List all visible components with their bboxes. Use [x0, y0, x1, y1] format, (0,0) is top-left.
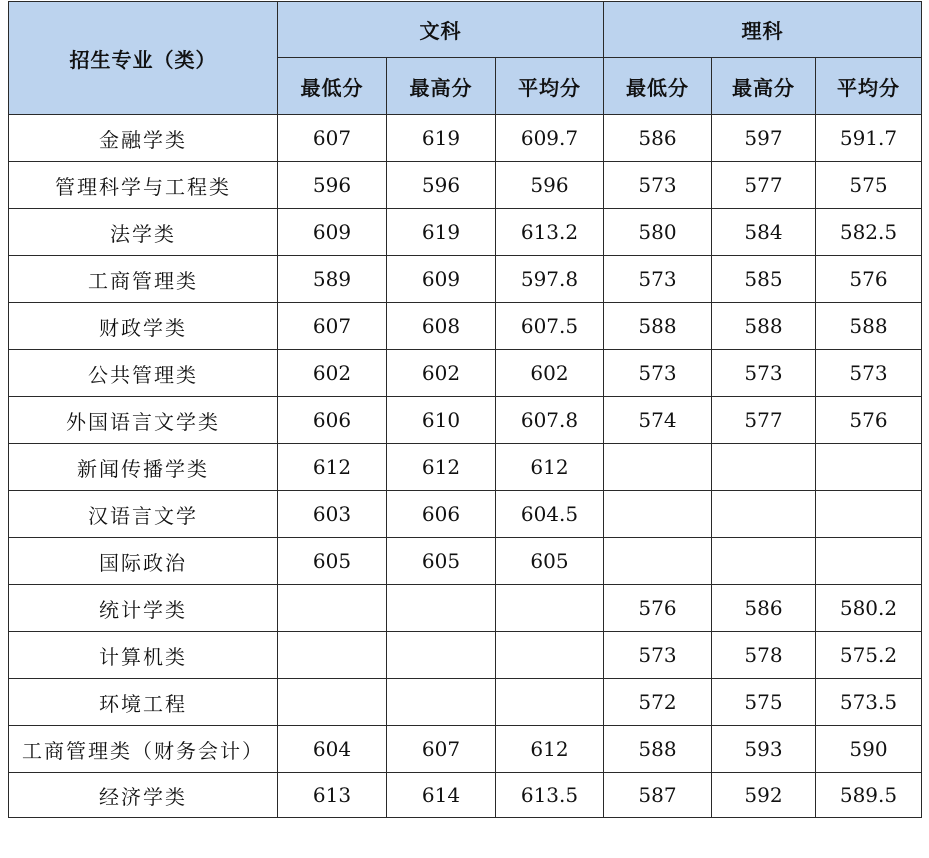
liberal-arts-max-cell: 607 [387, 726, 496, 773]
science-min-cell: 580 [604, 209, 712, 256]
major-cell: 金融学类 [9, 115, 278, 162]
liberal-arts-avg-cell: 596 [496, 162, 604, 209]
science-max-cell: 588 [712, 303, 816, 350]
science-avg-cell: 582.5 [816, 209, 922, 256]
table-row [9, 632, 922, 679]
science-avg-cell: 580.2 [816, 585, 922, 632]
liberal-arts-avg-cell: 607.8 [496, 397, 604, 444]
liberal-arts-min-cell: 605 [278, 538, 387, 585]
liberal-arts-max-cell: 609 [387, 256, 496, 303]
science-min-cell: 576 [604, 585, 712, 632]
liberal-arts-min-cell: 603 [278, 491, 387, 538]
major-cell: 汉语言文学 [9, 491, 278, 538]
liberal-arts-avg-cell: 602 [496, 350, 604, 397]
liberal-arts-min-header: 最低分 [278, 58, 387, 115]
major-cell: 国际政治 [9, 538, 278, 585]
science-avg-cell: 575.2 [816, 632, 922, 679]
science-max-cell: 586 [712, 585, 816, 632]
liberal-arts-max-header: 最高分 [387, 58, 496, 115]
science-avg-cell [816, 444, 922, 491]
major-cell: 统计学类 [9, 585, 278, 632]
liberal-arts-avg-header: 平均分 [496, 58, 604, 115]
liberal-arts-avg-cell: 609.7 [496, 115, 604, 162]
table-row [9, 491, 922, 538]
liberal-arts-header: 文科 [278, 2, 604, 58]
liberal-arts-max-cell [387, 632, 496, 679]
science-avg-cell: 590 [816, 726, 922, 773]
table-row [9, 303, 922, 350]
liberal-arts-avg-cell [496, 632, 604, 679]
science-min-cell: 573 [604, 632, 712, 679]
science-avg-cell [816, 491, 922, 538]
liberal-arts-max-cell: 606 [387, 491, 496, 538]
liberal-arts-max-cell: 619 [387, 115, 496, 162]
table-row [9, 585, 922, 632]
science-avg-cell: 591.7 [816, 115, 922, 162]
liberal-arts-avg-cell: 613.5 [496, 773, 604, 818]
science-min-header: 最低分 [604, 58, 712, 115]
science-min-cell: 588 [604, 303, 712, 350]
table-row [9, 350, 922, 397]
table-row [9, 397, 922, 444]
science-max-cell: 578 [712, 632, 816, 679]
liberal-arts-max-cell: 612 [387, 444, 496, 491]
table-row [9, 162, 922, 209]
liberal-arts-min-cell: 609 [278, 209, 387, 256]
major-cell: 公共管理类 [9, 350, 278, 397]
liberal-arts-min-cell [278, 632, 387, 679]
major-cell: 外国语言文学类 [9, 397, 278, 444]
science-max-cell: 577 [712, 162, 816, 209]
science-min-cell: 586 [604, 115, 712, 162]
major-cell: 计算机类 [9, 632, 278, 679]
science-min-cell: 588 [604, 726, 712, 773]
liberal-arts-min-cell: 589 [278, 256, 387, 303]
science-avg-cell: 588 [816, 303, 922, 350]
science-avg-cell: 573 [816, 350, 922, 397]
liberal-arts-max-cell [387, 585, 496, 632]
liberal-arts-max-cell: 605 [387, 538, 496, 585]
table-header [9, 2, 922, 115]
science-avg-cell: 576 [816, 397, 922, 444]
liberal-arts-min-cell: 606 [278, 397, 387, 444]
science-max-header: 最高分 [712, 58, 816, 115]
major-cell: 工商管理类（财务会计） [9, 726, 278, 773]
science-max-cell: 593 [712, 726, 816, 773]
liberal-arts-avg-cell [496, 585, 604, 632]
science-avg-cell: 573.5 [816, 679, 922, 726]
liberal-arts-max-cell: 608 [387, 303, 496, 350]
liberal-arts-min-cell: 607 [278, 303, 387, 350]
science-max-cell: 592 [712, 773, 816, 818]
major-header: 招生专业（类） [9, 2, 278, 115]
liberal-arts-avg-cell: 612 [496, 444, 604, 491]
header-row-groups [9, 2, 922, 58]
science-max-cell: 577 [712, 397, 816, 444]
science-avg-header: 平均分 [816, 58, 922, 115]
liberal-arts-min-cell: 602 [278, 350, 387, 397]
liberal-arts-max-cell: 614 [387, 773, 496, 818]
science-min-cell: 574 [604, 397, 712, 444]
liberal-arts-max-cell: 602 [387, 350, 496, 397]
science-max-cell: 597 [712, 115, 816, 162]
science-min-cell: 572 [604, 679, 712, 726]
major-cell: 法学类 [9, 209, 278, 256]
major-cell: 新闻传播学类 [9, 444, 278, 491]
table-row [9, 538, 922, 585]
liberal-arts-avg-cell: 607.5 [496, 303, 604, 350]
liberal-arts-avg-cell: 613.2 [496, 209, 604, 256]
table-row [9, 115, 922, 162]
liberal-arts-avg-cell: 604.5 [496, 491, 604, 538]
liberal-arts-min-cell: 596 [278, 162, 387, 209]
liberal-arts-avg-cell: 597.8 [496, 256, 604, 303]
liberal-arts-max-cell [387, 679, 496, 726]
table-row [9, 773, 922, 818]
major-cell: 经济学类 [9, 773, 278, 818]
science-avg-cell: 576 [816, 256, 922, 303]
science-max-cell: 584 [712, 209, 816, 256]
liberal-arts-min-cell [278, 585, 387, 632]
science-avg-cell [816, 538, 922, 585]
science-min-cell [604, 538, 712, 585]
science-max-cell [712, 491, 816, 538]
science-min-cell: 573 [604, 256, 712, 303]
science-min-cell [604, 444, 712, 491]
liberal-arts-max-cell: 619 [387, 209, 496, 256]
liberal-arts-max-cell: 610 [387, 397, 496, 444]
science-max-cell: 575 [712, 679, 816, 726]
table-row [9, 679, 922, 726]
science-max-cell [712, 538, 816, 585]
major-cell: 工商管理类 [9, 256, 278, 303]
admission-scores-table [8, 1, 922, 818]
liberal-arts-min-cell: 604 [278, 726, 387, 773]
science-max-cell [712, 444, 816, 491]
liberal-arts-min-cell: 612 [278, 444, 387, 491]
major-cell: 财政学类 [9, 303, 278, 350]
science-min-cell: 573 [604, 162, 712, 209]
science-max-cell: 585 [712, 256, 816, 303]
liberal-arts-max-cell: 596 [387, 162, 496, 209]
liberal-arts-avg-cell: 612 [496, 726, 604, 773]
major-cell: 环境工程 [9, 679, 278, 726]
major-cell: 管理科学与工程类 [9, 162, 278, 209]
liberal-arts-avg-cell: 605 [496, 538, 604, 585]
table-row [9, 209, 922, 256]
table-row [9, 256, 922, 303]
science-avg-cell: 589.5 [816, 773, 922, 818]
table-row [9, 444, 922, 491]
science-min-cell: 573 [604, 350, 712, 397]
table-body [9, 115, 922, 818]
science-max-cell: 573 [712, 350, 816, 397]
science-min-cell [604, 491, 712, 538]
science-header: 理科 [604, 2, 922, 58]
liberal-arts-min-cell: 613 [278, 773, 387, 818]
liberal-arts-avg-cell [496, 679, 604, 726]
science-min-cell: 587 [604, 773, 712, 818]
table-row [9, 726, 922, 773]
liberal-arts-min-cell: 607 [278, 115, 387, 162]
science-avg-cell: 575 [816, 162, 922, 209]
liberal-arts-min-cell [278, 679, 387, 726]
